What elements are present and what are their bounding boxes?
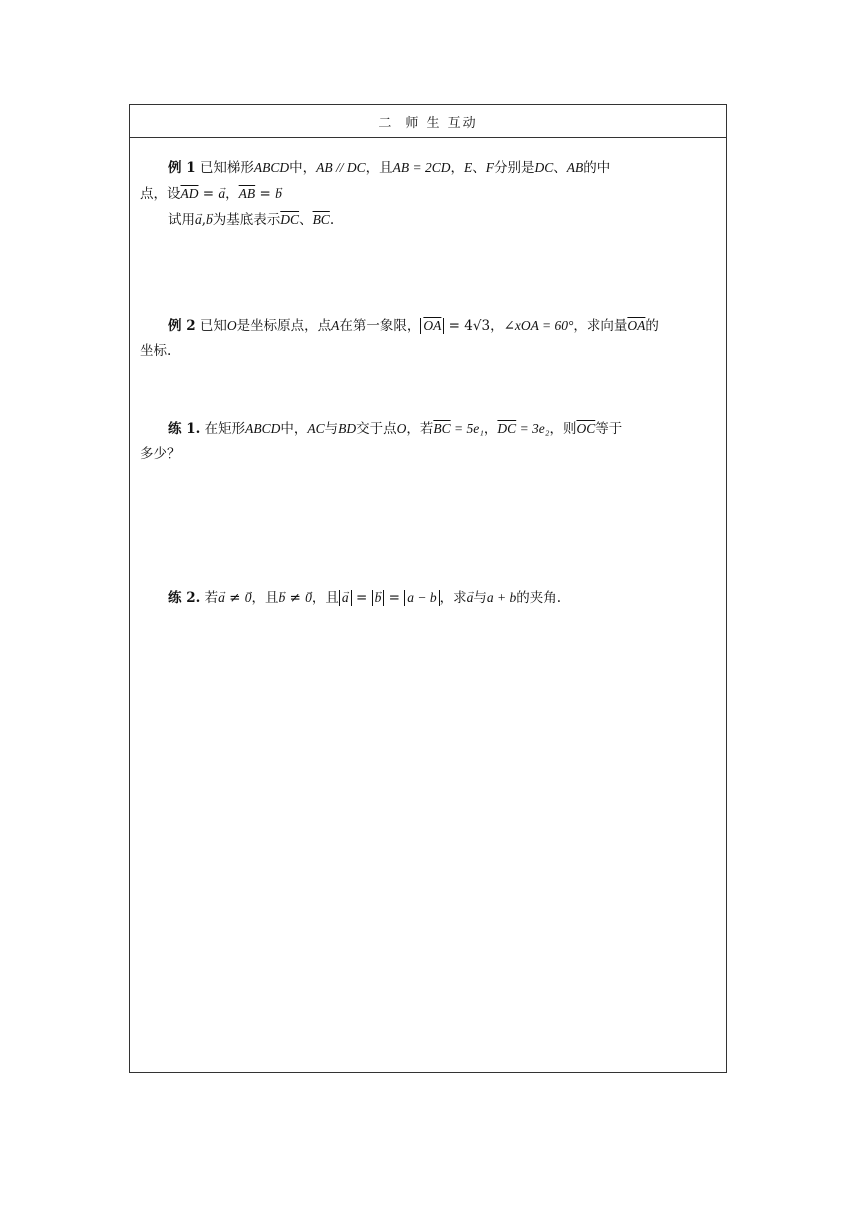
example-2-label: 例 2 <box>168 318 196 334</box>
practice-1-line-2 <box>140 442 716 467</box>
vector: $\overline{OA}$ <box>627 318 646 333</box>
vector: → a <box>218 590 225 605</box>
math: AC <box>307 421 325 436</box>
text: 的 <box>645 318 659 334</box>
practice-2-line-1 <box>140 585 716 611</box>
text: ， <box>490 318 504 334</box>
example-1-line-2 <box>140 181 716 207</box>
math: ABCD <box>253 160 290 175</box>
text: ，且 <box>251 590 279 606</box>
math: O <box>396 421 407 436</box>
math: O <box>226 318 237 333</box>
vector: → a <box>218 186 225 201</box>
text: ，且 <box>365 160 393 176</box>
text: 分别是 <box>494 160 535 176</box>
math: ≠ <box>285 590 306 606</box>
vector: $\overline{AD}$ <box>180 186 199 201</box>
example-1-label: 例 1 <box>168 160 196 176</box>
example-2 <box>140 313 716 364</box>
text: 已知 <box>199 318 227 334</box>
vector: → a <box>195 212 202 227</box>
math: ≠ <box>224 590 245 606</box>
math: AB = 2CD <box>392 160 451 175</box>
text: 交于点 <box>356 421 397 437</box>
text: 的中 <box>583 160 611 176</box>
vector: a + b <box>486 590 517 605</box>
text: 为基底表示 <box>212 212 281 228</box>
text: 试用 <box>168 212 195 228</box>
vector: → 0 <box>245 590 252 605</box>
vector: $\overline{OC}$ <box>576 421 596 436</box>
text: 、 <box>553 160 567 176</box>
text: 坐标. <box>140 343 172 359</box>
text: ， <box>225 186 239 202</box>
math: = 5e₁ <box>450 421 484 436</box>
math: AB // DC <box>316 160 366 175</box>
math: AB <box>566 160 584 175</box>
text: 若 <box>204 590 219 606</box>
vector: → a <box>342 590 349 605</box>
example-2-line-2 <box>140 339 716 364</box>
practice-1-line-1 <box>140 416 716 442</box>
math: E <box>464 160 473 175</box>
section-number: 二 <box>378 115 394 131</box>
text: 在矩形 <box>204 421 246 437</box>
text: ，求 <box>439 590 467 606</box>
vector: → b <box>275 186 282 201</box>
text: , <box>201 212 207 228</box>
text: ， <box>450 160 464 176</box>
math: ABCD <box>245 421 281 436</box>
vector: → a <box>467 590 474 605</box>
text: 多少？ <box>140 446 181 462</box>
text: ，求向量 <box>573 318 628 334</box>
text: 在第一象限， <box>339 318 421 334</box>
math: = <box>384 590 405 606</box>
text: 点，设 <box>140 186 181 202</box>
vector: → b <box>375 590 382 605</box>
text: 中， <box>289 160 317 176</box>
vector: $\overline{OA}$ <box>423 318 442 333</box>
vector: → b <box>206 212 213 227</box>
vector: $\overline{DC}$ <box>497 421 517 436</box>
section-header <box>130 105 726 138</box>
text: 已知梯形 <box>199 160 254 176</box>
vector: $\overline{AB}$ <box>238 186 256 201</box>
practice-2 <box>140 585 716 611</box>
text: ， <box>483 421 498 437</box>
vector: $\overline{BC}$ <box>312 212 330 227</box>
text: 的夹角. <box>516 590 562 606</box>
math: = 3e₂ <box>516 421 550 436</box>
practice-1-label: 练 1. <box>168 421 201 437</box>
text: 、 <box>472 160 486 176</box>
text: 是坐标原点，点 <box>236 318 332 334</box>
section-title: 师 生 互动 <box>405 115 478 131</box>
text: 与 <box>324 421 339 437</box>
text: ，若 <box>406 421 434 437</box>
example-1 <box>140 155 716 233</box>
exercise-table <box>129 104 727 1073</box>
math: = 4√3 <box>444 318 491 334</box>
text: 、 <box>299 212 313 228</box>
text: 等于 <box>595 421 623 437</box>
practice-1 <box>140 416 716 467</box>
math: ∠xOA = 60° <box>503 318 574 333</box>
math: BD <box>338 421 357 436</box>
text: = <box>255 186 276 202</box>
vector: a − b <box>407 590 437 605</box>
vector: → 0 <box>305 590 312 605</box>
vector: → b <box>279 590 286 605</box>
text: ，且 <box>311 590 339 606</box>
math: A <box>331 318 340 333</box>
text: . <box>329 212 335 228</box>
math: F <box>485 160 494 175</box>
text: 中， <box>280 421 308 437</box>
text: ，则 <box>549 421 577 437</box>
vector: $\overline{DC}$ <box>280 212 300 227</box>
example-2-line-1 <box>140 313 716 339</box>
math: DC <box>534 160 554 175</box>
practice-2-label: 练 2. <box>168 590 201 606</box>
text: 与 <box>473 590 487 606</box>
math: = <box>351 590 372 606</box>
text: = <box>198 186 219 202</box>
vector: $\overline{BC}$ <box>433 421 451 436</box>
example-1-line-3 <box>140 207 716 233</box>
